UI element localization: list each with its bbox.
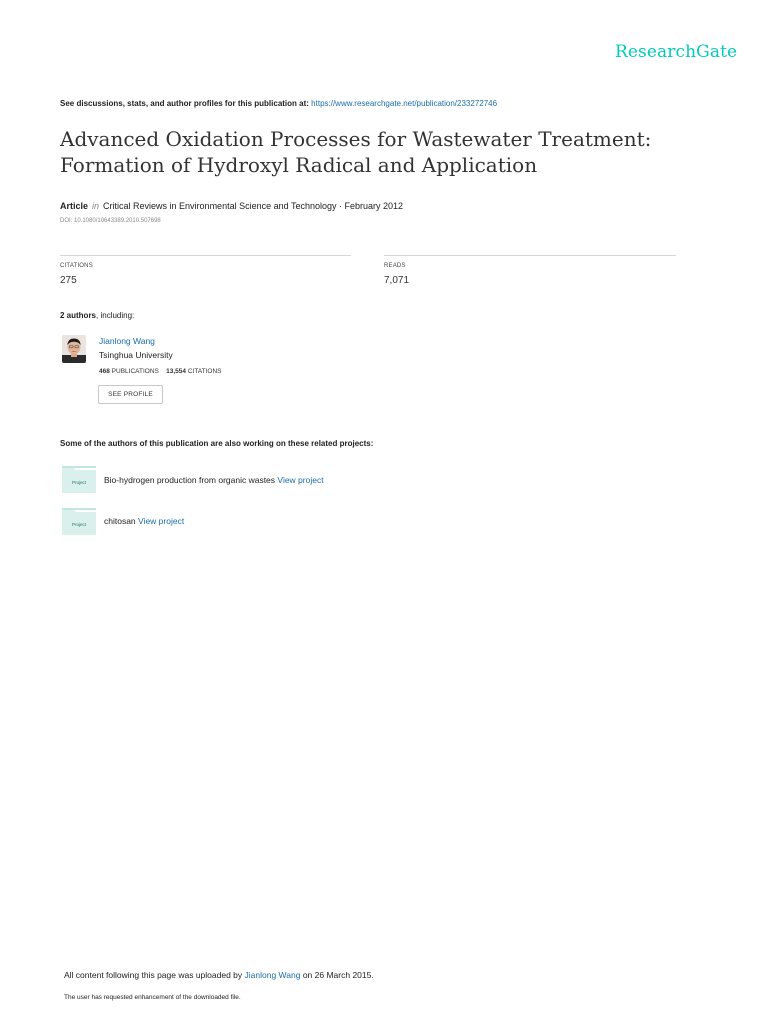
- reads-value: 7,071: [384, 275, 410, 286]
- see-profile-button[interactable]: SEE PROFILE: [98, 385, 163, 404]
- authors-heading: [60, 311, 134, 320]
- project-item: [104, 516, 184, 526]
- publication-meta: [60, 201, 403, 211]
- uploader-link[interactable]: Jianlong Wang: [244, 970, 301, 980]
- upload-prefix: All content following this page was uploaded by: [64, 970, 243, 980]
- title-line-2: Formation of Hydroxyl Radical and Application: [60, 153, 538, 177]
- author-publications-label: PUBLICATIONS: [111, 368, 159, 375]
- view-project-link[interactable]: View project: [138, 516, 185, 526]
- author-publications-count: 468: [99, 368, 110, 375]
- citations-label: CITATIONS: [60, 263, 93, 269]
- author-institution: Tsinghua University: [99, 350, 173, 360]
- authors-including: , including:: [96, 311, 135, 320]
- avatar-image: [62, 335, 86, 363]
- project-title: chitosan: [104, 516, 136, 526]
- project-item: [104, 475, 324, 485]
- citations-divider: [60, 255, 351, 256]
- reads-divider: [384, 255, 676, 256]
- enhancement-request-note: The user has requested enhancement of the downloaded file.: [64, 994, 241, 1001]
- authors-count: 2 authors: [60, 311, 97, 320]
- project-folder-icon[interactable]: [62, 466, 96, 493]
- project-folder-icon[interactable]: [62, 508, 96, 535]
- view-project-link[interactable]: View project: [277, 475, 324, 485]
- author-stats: [99, 368, 222, 375]
- doi-text: DOI: 10.1080/10643389.2010.507698: [60, 218, 161, 224]
- upload-note: [64, 970, 374, 980]
- see-discussions-line: [60, 99, 497, 108]
- publication-url-link[interactable]: https://www.researchgate.net/publication/233272746: [311, 99, 498, 108]
- project-folder-label: Project: [71, 522, 87, 527]
- upload-suffix: on 26 March 2015.: [302, 970, 374, 980]
- reads-label: READS: [384, 263, 406, 269]
- see-discussions-label: See discussions, stats, and author profiles for this publication at:: [60, 99, 309, 108]
- journal-and-date: Critical Reviews in Environmental Science and Technology · February 2012: [103, 201, 404, 211]
- title-line-1: Advanced Oxidation Processes for Wastewater Treatment:: [60, 127, 652, 151]
- publication-title: [60, 126, 720, 178]
- author-name-link[interactable]: Jianlong Wang: [99, 336, 155, 346]
- author-citations-count: 13,554: [166, 368, 186, 375]
- project-folder-label: Project: [71, 480, 87, 485]
- project-title: Bio-hydrogen production from organic wastes: [104, 475, 276, 485]
- author-citations-label: CITATIONS: [187, 368, 222, 375]
- researchgate-logo[interactable]: ResearchGate: [615, 42, 738, 62]
- related-projects-heading: Some of the authors of this publication are also working on these related projects:: [60, 439, 374, 448]
- publication-type: Article: [60, 201, 89, 211]
- in-label: in: [92, 201, 100, 211]
- citations-value: 275: [60, 275, 77, 286]
- author-avatar[interactable]: [62, 335, 86, 363]
